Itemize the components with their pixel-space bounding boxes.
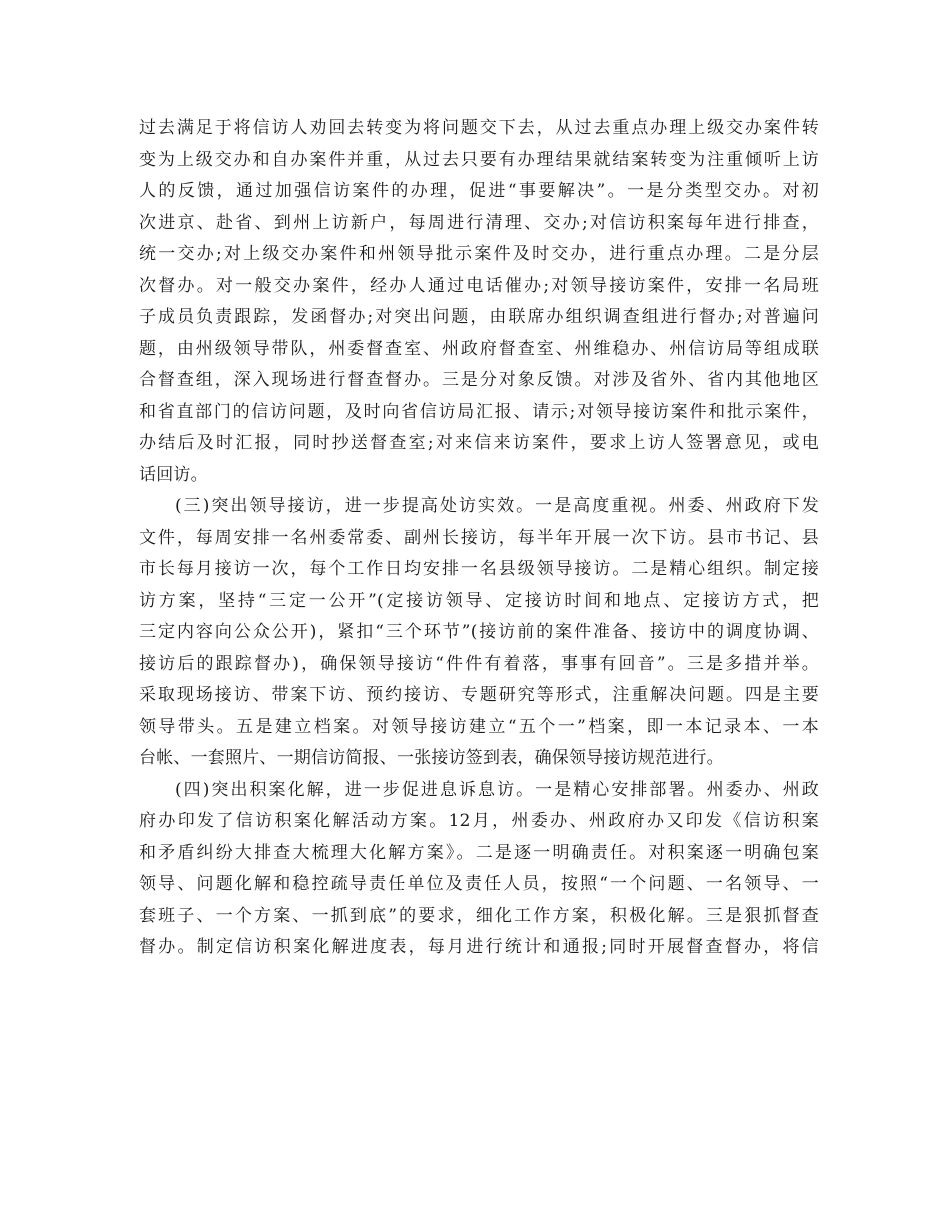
text-line: 领导带头。五是建立档案。对领导接访建立“五个一”档案，即一本记录本、一本 [139,716,819,737]
document-body [139,113,819,964]
text-line: 过去满足于将信访人劝回去转变为将问题交下去，从过去重点办理上级交办案件转 [139,118,819,138]
text-line: 府办印发了信访积案化解活动方案。12月，州委办、州政府办又印发《信访积案 [139,811,819,831]
text-line: 题，由州级领导带队，州委督查室、州政府督查室、州维稳办、州信访局等组成联 [139,338,819,359]
text-line: 统一交办;对上级交办案件和州领导批示案件及时交办，进行重点办理。二是分层 [139,244,819,264]
text-line: 采取现场接访、带案下访、预约接访、专题研究等形式，注重解决问题。四是主要 [139,685,819,705]
text-line: 市长每月接访一次，每个工作日均安排一名县级领导接访。二是精心组织。制定接 [139,559,819,579]
text-line: 三定内容向公众公开)，紧扣“三个环节”(接访前的案件准备、接访中的调度协调、 [139,622,819,642]
paragraph-2 [139,491,819,775]
text-line: 次进京、赴省、到州上访新户，每周进行清理、交办;对信访积案每年进行排查， [139,212,819,233]
text-line: (三)突出领导接访，进一步提高处访实效。一是高度重视。州委、州政府下发 [175,496,819,516]
text-line: 变为上级交办和自办案件并重，从过去只要有办理结果就结案转变为注重倾听上访 [139,149,819,170]
text-line: 子成员负责跟踪，发函督办;对突出问题，由联席办组织调查组进行督办;对普遍问 [139,307,819,327]
text-line: 访方案，坚持“三定一公开”(定接访领导、定接访时间和地点、定接访方式，把 [139,590,819,611]
text-line: 督办。制定信访积案化解进度表，每月进行统计和通报;同时开展督查督办，将信 [139,937,819,957]
text-line: 文件，每周安排一名州委常委、副州长接访，每半年开展一次下访。县市书记、县 [139,527,819,548]
text-line: 和省直部门的信访问题，及时向省信访局汇报、请示;对领导接访案件和批示案件， [139,401,819,422]
text-line: 和矛盾纠纷大排查大梳理大化解方案》。二是逐一明确责任。对积案逐一明确包案 [139,842,819,863]
text-line: 套班子、一个方案、一抓到底”的要求，细化工作方案，积极化解。三是狠抓督查 [139,905,819,926]
paragraph-1 [139,113,819,491]
text-line: 领导、问题化解和稳控疏导责任单位及责任人员，按照“一个问题、一名领导、一 [139,874,819,894]
text-line: 合督查组，深入现场进行督查督办。三是分对象反馈。对涉及省外、省内其他地区 [139,370,819,390]
text-line: 话回访。 [139,464,208,485]
text-line: 接访后的跟踪督办)，确保领导接访“件件有着落，事事有回音”。三是多措并举。 [139,653,819,674]
text-line: 办结后及时汇报，同时抄送督查室;对来信来访案件，要求上访人签署意见，或电 [139,433,819,453]
text-line: 次督办。对一般交办案件，经办人通过电话催办;对领导接访案件，安排一名局班 [139,275,819,296]
text-line: (四)突出积案化解，进一步促进息诉息访。一是精心安排部署。州委办、州政 [175,779,819,800]
text-line: 人的反馈，通过加强信访案件的办理，促进“事要解决”。一是分类型交办。对初 [139,181,819,201]
paragraph-3 [139,775,819,964]
text-line: 台帐、一套照片、一期信访简报、一张接访签到表，确保领导接访规范进行。 [139,748,724,768]
